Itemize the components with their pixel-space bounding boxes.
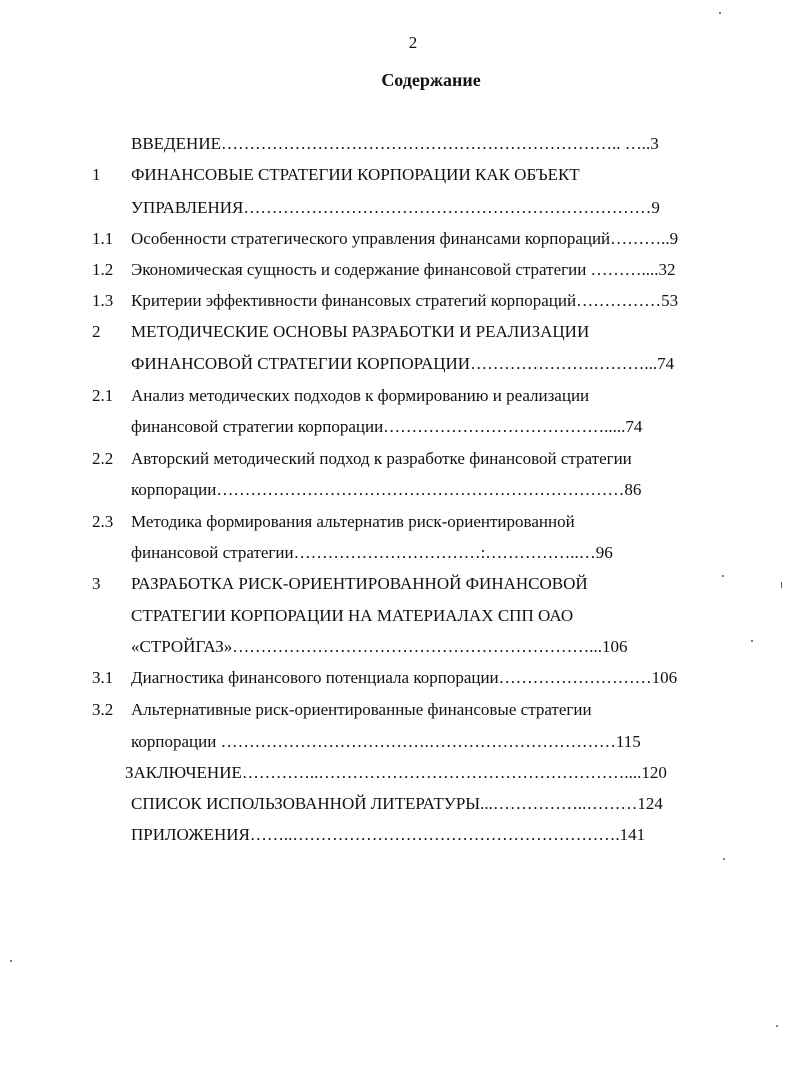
scan-speck bbox=[722, 575, 724, 577]
toc-entry-section-1-2: Экономическая сущность и содержание финансовой стратегии ………....32 bbox=[131, 260, 676, 279]
toc-entry-section-2-2-line-1: Авторский методический подход к разработке финансовой стратегии bbox=[131, 449, 632, 468]
toc-entry-number: 1.2 bbox=[92, 260, 114, 279]
toc-entry-number: 2.2 bbox=[92, 449, 114, 468]
toc-entry-chapter-3-line-1: РАЗРАБОТКА РИСК-ОРИЕНТИРОВАННОЙ ФИНАНСОВОЙ bbox=[131, 574, 588, 593]
toc-entry-number: 3 bbox=[92, 574, 101, 593]
toc-entry-conclusion: ЗАКЛЮЧЕНИЕ…………..………………………………………………....120 bbox=[125, 763, 667, 782]
toc-entry-number: 3.2 bbox=[92, 700, 114, 719]
toc-entry-chapter-2-line-2: ФИНАНСОВОЙ СТРАТЕГИИ КОРПОРАЦИИ………………….………...74 bbox=[131, 354, 675, 373]
toc-entry-chapter-2-line-1: МЕТОДИЧЕСКИЕ ОСНОВЫ РАЗРАБОТКИ И РЕАЛИЗАЦИИ bbox=[131, 322, 590, 341]
toc-entry-introduction: ВВЕДЕНИЕ…………………………………………………………….. …..3 bbox=[131, 134, 659, 153]
toc-entry-number: 2.1 bbox=[92, 386, 114, 405]
toc-entry-section-3-2-line-1: Альтернативные риск-ориентированные финансовые стратегии bbox=[131, 700, 592, 719]
toc-entry-section-3-2-line-2: корпорации ……………………………….……………………………115 bbox=[131, 732, 641, 751]
scan-speck bbox=[776, 1025, 778, 1027]
toc-entry-bibliography: СПИСОК ИСПОЛЬЗОВАННОЙ ЛИТЕРАТУРЫ...……………..………124 bbox=[131, 794, 663, 813]
scan-speck bbox=[751, 640, 753, 642]
toc-entry-number: 2 bbox=[92, 322, 101, 341]
toc-entry-chapter-1-line-1: ФИНАНСОВЫЕ СТРАТЕГИИ КОРПОРАЦИИ КАК ОБЪЕКТ bbox=[131, 165, 580, 184]
toc-entry-chapter-3-line-3: «СТРОЙГАЗ»………………………………………………………...106 bbox=[131, 637, 628, 656]
scan-speck bbox=[10, 960, 12, 962]
toc-entry-number: 2.3 bbox=[92, 512, 114, 531]
toc-entry-chapter-3-line-2: СТРАТЕГИИ КОРПОРАЦИИ НА МАТЕРИАЛАХ СПП ОАО bbox=[131, 606, 574, 625]
toc-entry-section-2-3-line-1: Методика формирования альтернатив риск-ориентированной bbox=[131, 512, 575, 531]
scan-speck bbox=[723, 858, 725, 860]
toc-entry-number: 1.1 bbox=[92, 229, 114, 248]
toc-entry-section-2-3-line-2: финансовой стратегии……………………………:……………..…96 bbox=[131, 543, 613, 562]
toc-entry-section-1-3: Критерии эффективности финансовых стратегий корпораций……………53 bbox=[131, 291, 679, 310]
scan-speck bbox=[781, 582, 782, 588]
toc-entry-section-3-1: Диагностика финансового потенциала корпорации………………………106 bbox=[131, 668, 678, 687]
toc-entry-appendices: ПРИЛОЖЕНИЯ……..………………………………………………….141 bbox=[131, 825, 646, 844]
toc-entry-number: 1 bbox=[92, 165, 101, 184]
toc-entry-section-2-1-line-1: Анализ методических подходов к формированию и реализации bbox=[131, 386, 590, 405]
toc-entry-section-2-2-line-2: корпорации………………………………………………………………86 bbox=[131, 480, 642, 499]
toc-entry-number: 3.1 bbox=[92, 668, 114, 687]
toc-heading: Содержание bbox=[381, 70, 481, 90]
page-number: 2 bbox=[408, 33, 418, 52]
toc-entry-section-1-1: Особенности стратегического управления финансами корпораций………..9 bbox=[131, 229, 679, 248]
scan-speck bbox=[719, 12, 721, 14]
toc-entry-chapter-1-line-2: УПРАВЛЕНИЯ………………………………………………………………9 bbox=[131, 198, 660, 217]
toc-entry-section-2-1-line-2: финансовой стратегии корпорации………………………………….....74 bbox=[131, 417, 643, 436]
toc-entry-number: 1.3 bbox=[92, 291, 114, 310]
